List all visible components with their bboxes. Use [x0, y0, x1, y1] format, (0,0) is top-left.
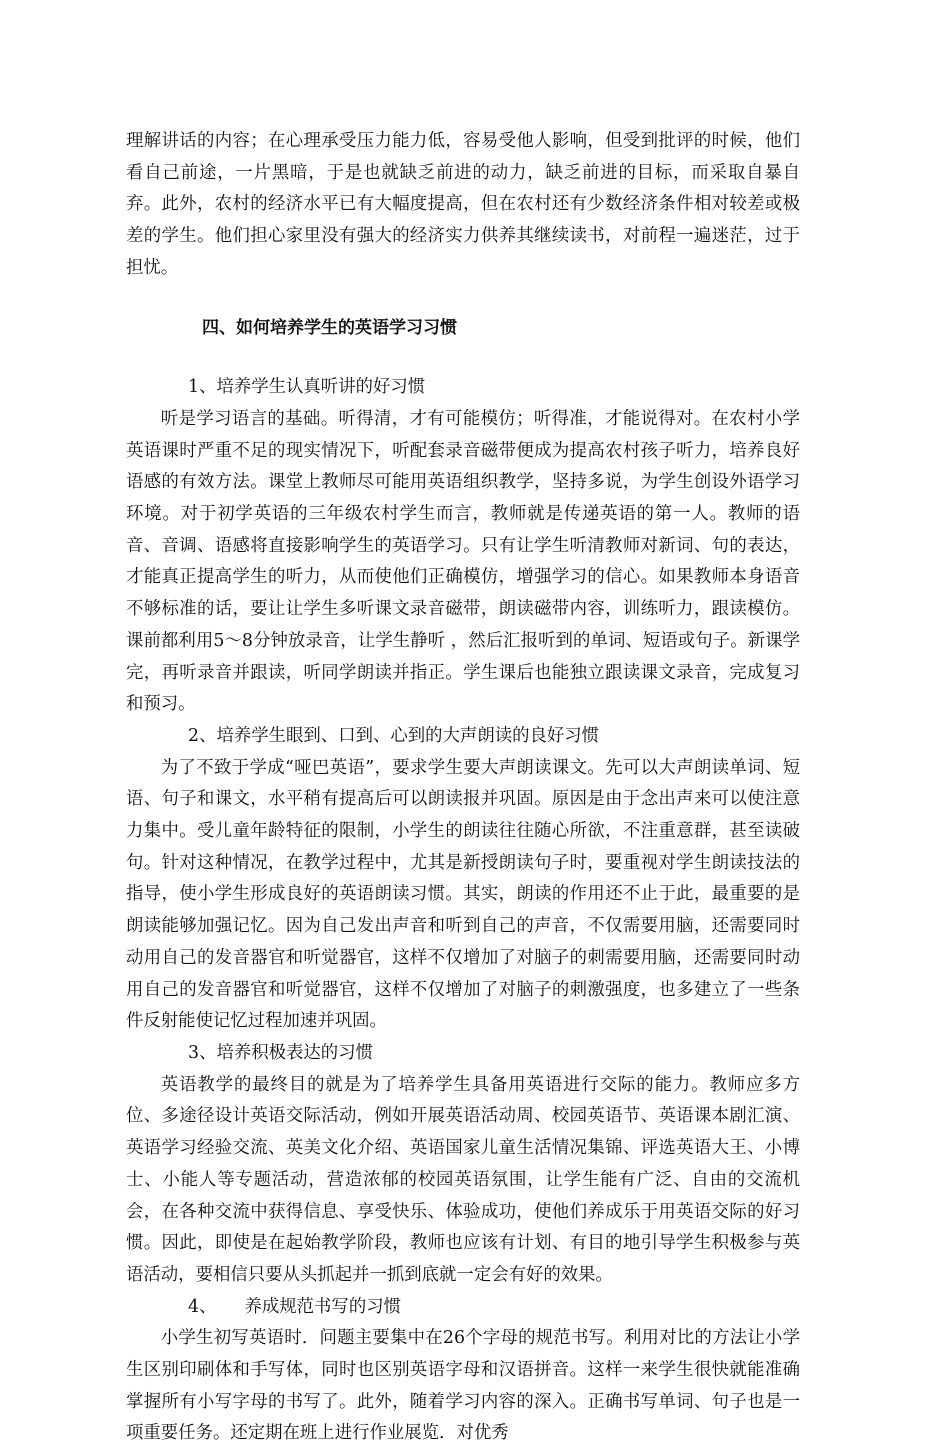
section-heading: 四、如何培养学生的英语学习习惯: [202, 317, 457, 338]
item-4-title-text: 养成规范书写的习惯: [244, 1296, 401, 1317]
intro-paragraph: 理解讲话的内容；在心理承受压力能力低，容易受他人影响，但受到批评的时候，他们看自己前途，一片黑暗，于是也就缺乏前进的动力，缺乏前进的目标，而采取自暴自弃。此外，农村的经济水平已有大幅度提高，但在农村还有少数经济条件相对较差或极差的学生。他们担心家里没有强大的经济实力供养其继续读书，对前程一遍迷茫，过于担忧。: [126, 131, 800, 278]
item-3-title: 3、培养积极表达的习惯: [188, 1042, 373, 1063]
item-2-body: 为了不致于学成“哑巴英语”，要求学生要大声朗读课文。先可以大声朗读单词、短语、句子和课文，水平稍有提高后可以朗读报并巩固。原因是由于念出声来可以使注意力集中。受儿童年龄特征的限制，小学生的朗读往往随心所欲，不注重意群，甚至读破句。针对这种情况，在教学过程中，尤其是新授朗读句子时，要重视对学生朗读技法的指导，使小学生形成良好的英语朗读习惯。其实，朗读的作用还不止于此，最重要的是朗读能够加强记忆。因为自己发出声音和听到自己的声音，不仅需要用脑，还需要同时动用自己的发音器官和听觉器官，这样不仅增加了对脑子的刺需要用脑，还需要同时动用自己的发音器官和听觉器官，这样不仅增加了对脑子的刺激强度，也多建立了一些条件反射能使记忆过程加速并巩固。: [126, 757, 800, 1032]
item-1-title: 1、培养学生认真听讲的好习惯: [188, 377, 426, 398]
item-4-body: 小学生初写英语时．问题主要集中在26个字母的规范书写。利用对比的方法让小学生区别印刷体和手写体，同时也区别英语字母和汉语拼音。这样一来学生很快就能准确掌握所有小写字母的书写了。此外，随着学习内容的深入。正确书写单词、句子也是一项重要任务。还定期在班上进行作业展览．对优秀: [126, 1328, 800, 1444]
item-4-number: 4、: [188, 1296, 217, 1317]
item-4-title: [126, 1292, 800, 1324]
item-3-body: 英语教学的最终目的就是为了培养学生具备用英语进行交际的能力。教师应多方位、多途径设计英语交际活动，例如开展英语活动周、校园英语节、英语课本剧汇演、英语学习经验交流、英美文化介绍、英语国家儿童生活情况集锦、评选英语大王、小博士、小能人等专题活动，营造浓郁的校园英语氛围，让学生能有广泛、自由的交流机会，在各种交流中获得信息、享受快乐、体验成功，使他们养成乐于用英语交际的好习惯。因此，即使是在起始教学阶段，教师也应该有计划、有目的地引导学生积极参与英语活动，要相信只要从头抓起并一抓到底就一定会有好的效果。: [126, 1074, 800, 1285]
document-page: [126, 126, 800, 1450]
item-2-title: 2、培养学生眼到、口到、心到的大声朗读的良好习惯: [188, 725, 600, 746]
item-1-body: 听是学习语言的基础。听得清，才有可能模仿；听得准，才能说得对。在农村小学英语课时严重不足的现实情况下，听配套录音磁带便成为提高农村孩子听力，培养良好语感的有效方法。课堂上教师尽可能用英语组织教学，坚持多说，为学生创设外语学习环境。对于初学英语的三年级农村学生而言，教师就是传递英语的第一人。教师的语音、音调、语感将直接影响学生的英语学习。只有让学生听清教师对新词、句的表达，才能真正提高学生的听力，从而使他们正确模仿，增强学习的信心。如果教师本身语音不够标准的话，要让让学生多听课文录音磁带，朗读磁带内容，训练听力，跟读模仿。课前都利用5～8分钟放录音，让学生静听 ，然后汇报听到的单词、短语或句子。新课学完，再听录音并跟读，听同学朗读并指正。学生课后也能独立跟读课文录音，完成复习和预习。: [126, 408, 800, 715]
